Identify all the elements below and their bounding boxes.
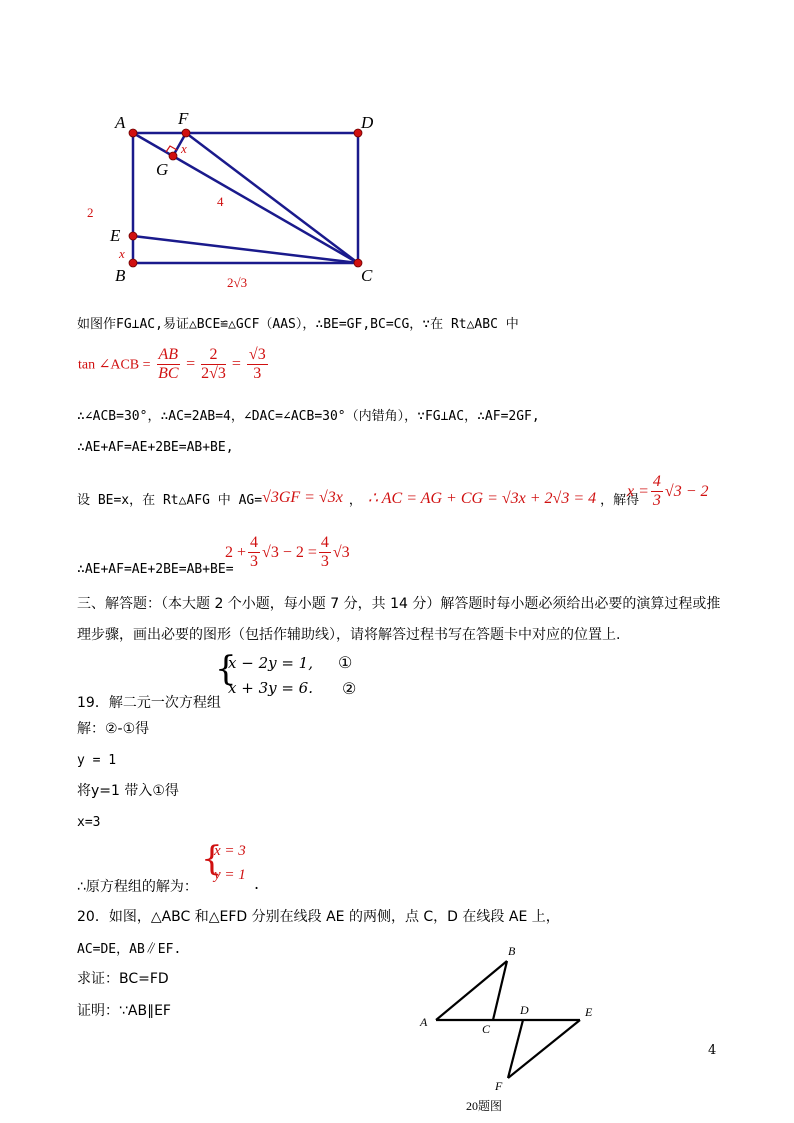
page-number: 4: [708, 1043, 717, 1058]
segment-AB: [436, 961, 507, 1020]
line5-math-3: [627, 473, 708, 511]
line5-text-a: 设 BE=x，在 Rt△AFG 中 AG=: [77, 492, 263, 508]
frac2-den: 2√3: [201, 365, 226, 383]
fig20-caption: 20题图: [466, 1099, 503, 1113]
point-G: [169, 152, 177, 160]
figure-20: [410, 940, 610, 1120]
label-C: C: [361, 266, 373, 285]
point-B: [129, 259, 137, 267]
tan-fraction-1: [157, 346, 181, 384]
annotation-x-be: x: [119, 246, 125, 261]
tan-lhs: tan ∠ACB =: [78, 357, 151, 373]
annotation-two: 2: [87, 205, 94, 220]
label-G: G: [156, 160, 169, 179]
fig20-label-A: A: [420, 1015, 428, 1029]
mark-one: ①: [338, 653, 353, 672]
problem19-sol-2: y = 1: [77, 753, 117, 768]
figure-rectangle: [0, 0, 794, 300]
label-F: F: [178, 109, 189, 128]
fig20-label-F: F: [495, 1079, 503, 1093]
frac3-den: 3: [253, 365, 262, 383]
tan-equation: tan ∠ACB = $\frac{AB}{BC}$ = $\frac{2}{2√3}$ = $\frac{√3}{3}$: [78, 346, 266, 383]
point-F: [182, 129, 190, 137]
annotation-four: 4: [217, 194, 224, 209]
segment-AC: [133, 133, 358, 263]
problem19-sol-4: x=3: [77, 815, 101, 830]
annotation-two-root3: 2√3: [227, 275, 248, 290]
line6-den2: 3: [320, 553, 329, 571]
annotation-x-gf: x: [181, 141, 187, 156]
fig20-label-D: D: [520, 1003, 529, 1017]
fig20-label-B: B: [508, 944, 516, 958]
fig20-label-C: C: [482, 1022, 491, 1036]
frac1-num: AB: [157, 346, 181, 365]
label-D: D: [361, 113, 374, 132]
point-E: [129, 232, 137, 240]
line6-pre: 2 +: [225, 543, 247, 561]
problem19-prompt: 19．解二元一次方程组: [77, 695, 221, 711]
frac1-den: BC: [158, 365, 179, 383]
segment-EC: [133, 236, 358, 263]
segment-FE: [508, 1020, 580, 1078]
answer-brace: {: [201, 839, 223, 879]
solution-line-4: ∴AE+AF=AE+2BE=AB+BE,: [77, 440, 234, 455]
section3-line-2: 理步骤，画出必要的图形（包括作辅助线），请将解答过程书写在答题卡中对应的位置上.: [77, 627, 621, 643]
system-eq2: x + 3y = 6.: [228, 679, 313, 697]
segment-FC: [186, 133, 358, 263]
problem20-line-3: 求证：BC=FD: [77, 971, 169, 987]
mark-two: ②: [342, 679, 357, 698]
solution-line-3: ∴∠ACB=30°，∴AC=2AB=4，∠DAC=∠ACB=30°（内错角），∵FG⊥AC，∴AF=2GF,: [77, 409, 540, 424]
line6-mid: √3 − 2 =: [262, 543, 317, 561]
tan-fraction-3: [247, 346, 268, 384]
line6-den1: 3: [250, 553, 259, 571]
line6-math: [225, 534, 350, 572]
problem20-line-1: 20．如图，△ABC 和△EFD 分别在线段 AE 的两侧，点 C，D 在线段 AE 上，: [77, 909, 560, 925]
x-eq-lhs: x =: [627, 482, 649, 500]
label-E: E: [110, 226, 121, 245]
problem19-sol-3: 将y=1 带入①得: [77, 783, 179, 799]
frac2-num: 2: [201, 346, 226, 365]
line6-num1: 4: [248, 534, 260, 553]
problem19-sol-5: ∴原方程组的解为：: [77, 879, 198, 895]
system-brace: {: [215, 649, 237, 689]
line6-num2: 4: [319, 534, 331, 553]
label-A: A: [115, 113, 126, 132]
x-eq-num: 4: [651, 473, 663, 492]
section3-line-1: 三、解答题：（本大题 2 个小题，每小题 7 分，共 14 分）解答题时每小题必须给出必要的演算过程或推: [77, 596, 721, 612]
line6-post: √3: [332, 543, 350, 561]
problem20-line-4: 证明：∵AB∥EF: [77, 1003, 171, 1019]
solution-line-5: [77, 478, 639, 518]
x-eq-den: 3: [652, 492, 661, 510]
problem20-line-2: AC=DE，AB∥EF.: [77, 942, 182, 957]
answer-period: .: [254, 874, 260, 893]
answer-y: y = 1: [214, 867, 246, 883]
fig20-label-E: E: [585, 1005, 593, 1019]
x-eq-rest: √3 − 2: [664, 482, 709, 500]
point-A: [129, 129, 137, 137]
line5-text-c: ，解得: [600, 492, 640, 508]
line5-math-1: √3GF = √3x: [262, 489, 343, 506]
line5-math-2: ∴ AC = AG + CG = √3x + 2√3 = 4: [367, 490, 597, 507]
system-eq1: x − 2y = 1,: [228, 654, 313, 672]
problem19-sol-1: 解：②-①得: [77, 721, 150, 737]
tan-fraction-2: [201, 346, 226, 384]
segment-DF: [508, 1020, 523, 1078]
solution-line-6: ∴AE+AF=AE+2BE=AB+BE=: [77, 562, 234, 577]
solution-line-1: 如图作FG⊥AC,易证△BCE≌△GCF（AAS），∴BE=GF,BC=CG，∵在 Rt△ABC 中: [77, 317, 519, 332]
answer-x: x = 3: [214, 843, 246, 859]
line5-text-b: ，: [348, 492, 362, 508]
frac3-num: √3: [247, 346, 268, 365]
label-B: B: [115, 266, 126, 285]
